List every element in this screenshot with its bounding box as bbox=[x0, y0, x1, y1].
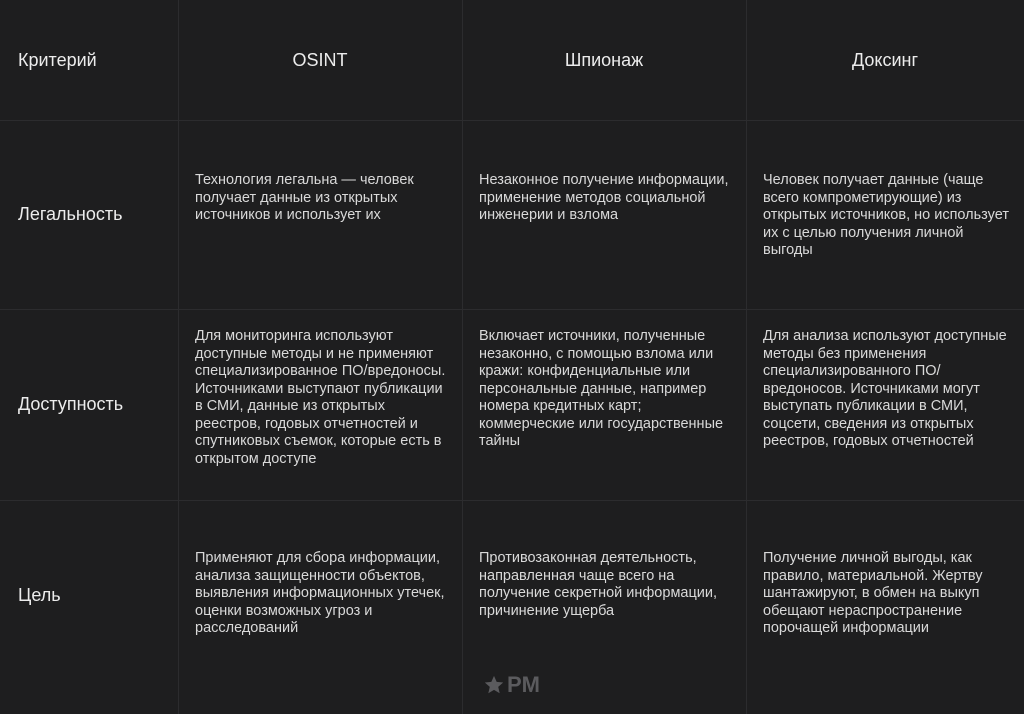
cell-purpose-doxing: Получение личной выгоды, как правило, материальной. Жертву шантажируют, в обмен на выкуп обещают нераспространение порочащей информации bbox=[763, 550, 983, 636]
watermark-logo bbox=[483, 672, 540, 698]
cell-legality-espionage: Незаконное получение информации, применение методов социальной инженерии и взлома bbox=[479, 172, 729, 223]
header-doxing: Доксинг bbox=[851, 49, 919, 70]
row-label-purpose: Цель bbox=[18, 584, 61, 605]
cell-legality-osint: Технология легальна — человек получает данные из открытых источников и использует их bbox=[195, 172, 414, 223]
cell-accessibility-espionage: Включает источники, полученные незаконно, с помощью взлома или кражи: конфиденциальные или персональные данные, например номера кредитных карт; коммерческие или государственные тайны bbox=[479, 328, 724, 449]
star-icon bbox=[483, 674, 505, 696]
cell-accessibility-osint: Для мониторинга используют доступные методы и не применяют специализированное ПО/вредоносы. Источниками выступают публикации в СМИ, данные из открытых реестров, годовых отчетностей и спутниковых съемок, которые есть в открытом доступе bbox=[195, 328, 446, 467]
header-criterion: Критерий bbox=[18, 49, 97, 70]
cell-legality-doxing: Человек получает данные (чаще всего компрометирующие) из открытых источников, но использует их с целью получения личной выгоды bbox=[763, 172, 1009, 258]
row-label-accessibility: Доступность bbox=[18, 394, 124, 414]
header-osint: OSINT bbox=[292, 49, 348, 70]
header-espionage: Шпионаж bbox=[564, 49, 644, 70]
row-label-legality: Легальность bbox=[18, 204, 123, 224]
cell-accessibility-doxing: Для анализа используют доступные методы без применения специализированного ПО/вредоносов. Источниками могут выступать публикации в СМИ, соцсети, сведения из открытых реестров, годовых отчетностей bbox=[763, 328, 1007, 449]
watermark-text: PM bbox=[507, 672, 540, 697]
cell-purpose-osint: Применяют для сбора информации, анализа защищенности объектов, выявления информационных утечек, оценки возможных угроз и расследований bbox=[195, 550, 445, 636]
cell-purpose-espionage: Противозаконная деятельность, направленная чаще всего на получение секретной информации, причинение ущерба bbox=[479, 550, 718, 619]
